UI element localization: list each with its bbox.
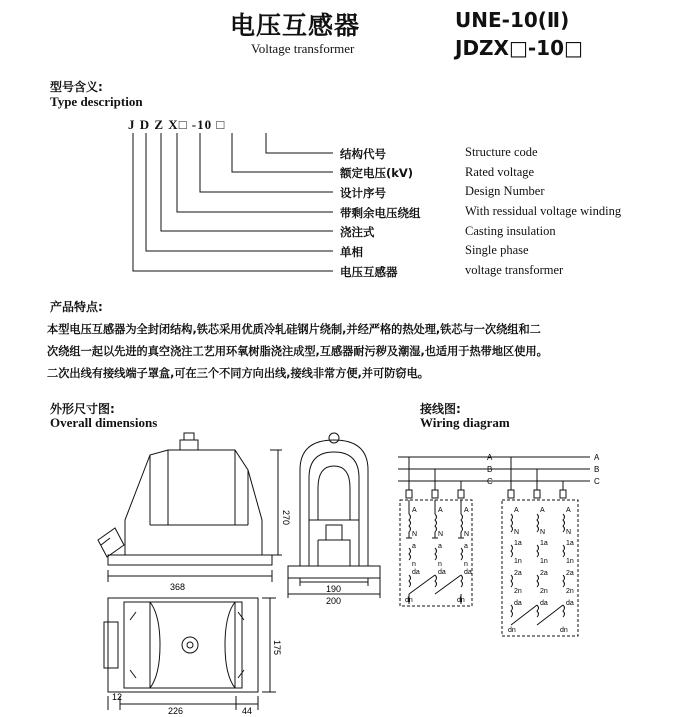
wiring-heading-cn: 接线图: (420, 402, 461, 416)
terminal-label: n (438, 561, 442, 568)
wiring-heading-en: Wiring diagram (420, 415, 510, 430)
features-line: 次绕组一起以先进的真空浇注工艺用环氧树脂浇注成型,互感器耐污秽及潮湿,也适用于热带地区使用。 (47, 345, 548, 358)
model-number-1: UNE-10(Ⅱ) (455, 8, 570, 32)
terminal-label: dn (405, 597, 413, 604)
terminal-label: A (566, 507, 571, 514)
type-row-cn: 电压互感器 (340, 265, 398, 279)
dim-width-outer: 200 (326, 596, 342, 606)
terminal-label: 2a (540, 570, 548, 577)
terminal-label: 2n (566, 588, 574, 595)
terminal-label: dn (457, 597, 465, 604)
terminal-label: da (464, 569, 472, 576)
terminal-label: 2a (514, 570, 522, 577)
type-row-en: Casting insulation (465, 224, 556, 238)
dim-depth: 175 (272, 640, 282, 656)
terminal-label: 1n (566, 558, 574, 565)
phase-label: C (487, 477, 493, 486)
type-row-cn: 结构代号 (340, 147, 386, 161)
dimensions-heading-en: Overall dimensions (50, 415, 158, 430)
terminal-label: a (464, 543, 468, 550)
dim-length: 368 (170, 582, 186, 592)
terminal-label: 2n (540, 588, 548, 595)
phase-label: B (487, 465, 493, 474)
dim-base: 226 (168, 706, 184, 716)
dim-edge: 44 (242, 706, 253, 716)
terminal-label: 1a (514, 540, 522, 547)
phase-label: C (594, 477, 600, 486)
features-line: 本型电压互感器为全封闭结构,铁芯采用优质冷轧硅钢片绕制,并经严格的热处理,铁芯与一次绕组和二 (47, 323, 541, 336)
terminal-label: dn (560, 627, 568, 634)
terminal-label: dn (508, 627, 516, 634)
type-row-en: Structure code (465, 145, 538, 159)
dimensions-heading-cn: 外形尺寸图: (50, 402, 115, 416)
type-row-cn: 设计序号 (340, 186, 386, 200)
features-line: 二次出线有接线端子罩盒,可在三个不同方向出线,接线非常方便,并可防窃电。 (47, 367, 429, 380)
terminal-label: N (464, 531, 470, 538)
terminal-label: 1a (566, 540, 574, 547)
terminal-label: A (540, 507, 545, 514)
dim-height: 270 (281, 510, 291, 526)
page-subtitle: Voltage transformer (251, 41, 355, 56)
terminal-label: 1n (540, 558, 548, 565)
terminal-label: N (514, 529, 520, 536)
phase-label: A (594, 453, 600, 462)
terminal-label: N (540, 529, 546, 536)
terminal-label: A (438, 507, 443, 514)
type-code: J D Z X□ -10 □ (128, 117, 226, 132)
terminal-label: a (412, 543, 416, 550)
type-row-cn: 额定电压(kV) (340, 166, 414, 180)
terminal-label: 2a (566, 570, 574, 577)
terminal-label: A (464, 507, 469, 514)
phase-label: A (487, 453, 493, 462)
model-number-2: JDZX□-10□ (455, 36, 583, 60)
terminal-label: N (412, 531, 418, 538)
terminal-label: N (438, 531, 444, 538)
terminal-label: da (412, 569, 420, 576)
type-row-cn: 浇注式 (340, 225, 375, 239)
type-row-en: Design Number (465, 184, 545, 198)
terminal-label: A (514, 507, 519, 514)
terminal-label: da (514, 600, 522, 607)
terminal-label: da (566, 600, 574, 607)
type-row-en: Single phase (465, 243, 529, 257)
phase-label: B (594, 465, 600, 474)
terminal-label: 2n (514, 588, 522, 595)
terminal-label: N (566, 529, 572, 536)
dim-offset: 12 (112, 692, 123, 702)
terminal-label: 1a (540, 540, 548, 547)
type-row-cn: 带剩余电压绕组 (340, 206, 421, 220)
type-row-en: voltage transformer (465, 263, 564, 277)
type-row-en: With ressidual voltage winding (465, 204, 622, 218)
terminal-label: n (464, 561, 468, 568)
terminal-label: A (412, 507, 417, 514)
page-title: 电压互感器 (230, 11, 361, 40)
terminal-label: da (438, 569, 446, 576)
type-heading-cn: 型号含义: (50, 80, 103, 94)
dim-width-inner: 190 (326, 584, 342, 594)
features-heading: 产品特点: (50, 300, 103, 314)
type-row-cn: 单相 (340, 245, 363, 259)
terminal-label: n (412, 561, 416, 568)
type-row-en: Rated voltage (465, 165, 535, 179)
terminal-label: da (540, 600, 548, 607)
terminal-label: a (438, 543, 442, 550)
terminal-label: 1n (514, 558, 522, 565)
type-heading-en: Type description (50, 94, 143, 109)
